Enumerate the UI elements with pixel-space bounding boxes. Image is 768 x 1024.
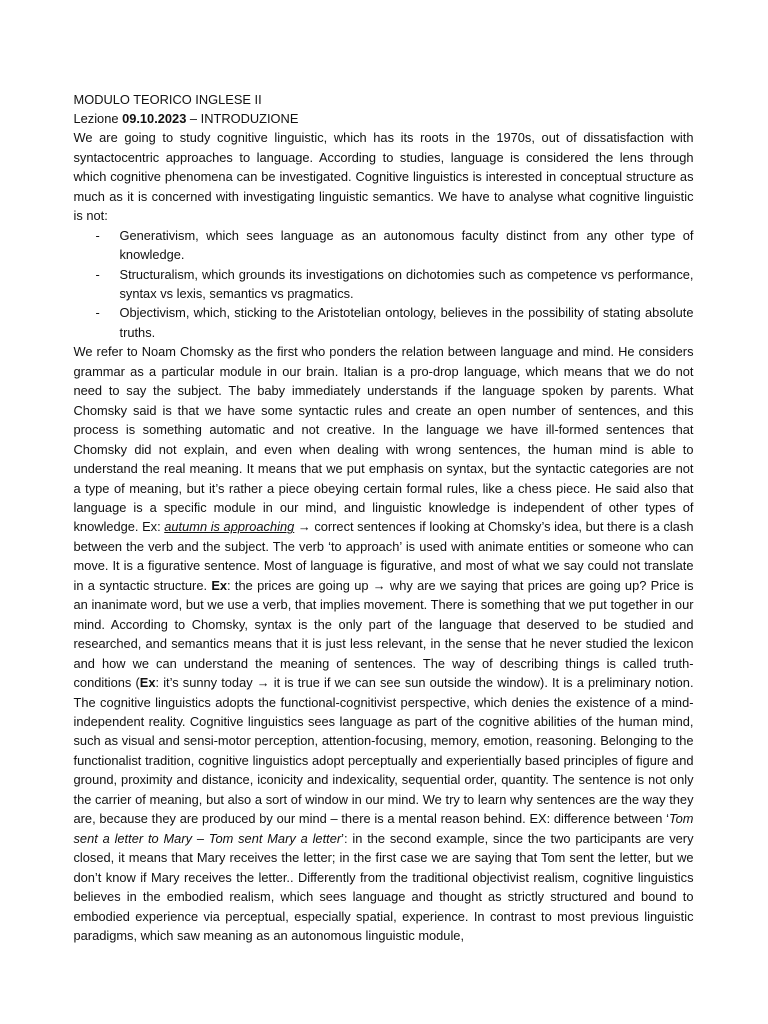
chomsky-text: We refer to Noam Chomsky as the first who ponders the relation between language and mind. He considers grammar as a particular module in our brain. Italian is a pro-drop language, which means that we do not need to say the subject. The baby immediately understands if the language spoken by parents. What Chomsky said is that we have some syntactic rules and create an open number of sentences, and this process is something automatic and not creative. In the language we have ill-formed sentences that Chomsky did not explain, and even when dealing with wrong sentences, the human mind is able to understand the real meaning. It means that we put emphasis on syntax, but the syntactic categories are not a type of meaning, but it’s rather a piece obeying certain formal rules, like a chess piece. He said also that language is a specific module in our mind, and linguistic knowledge is independent of other types of knowledge.: [73, 344, 694, 535]
dash-marker: -: [95, 266, 100, 282]
arrow-icon: →: [372, 577, 386, 593]
not-cognitive-list: [74, 226, 694, 343]
dash-marker: -: [95, 305, 100, 321]
list-item-text: Objectivism, which, sticking to the Aristotelian ontology, believes in the possibility of stating absolute truths.: [119, 305, 694, 340]
list-item: [74, 303, 694, 342]
example-autumn: autumn is approaching: [164, 519, 295, 535]
list-item-text: Structuralism, which grounds its investigations on dichotomies such as competence vs performance, syntax vs lexis, semantics vs pragmatics.: [119, 266, 694, 302]
lesson-line: [74, 109, 694, 128]
dash-marker: -: [95, 227, 100, 243]
module-title: MODULO TEORICO INGLESE II: [73, 91, 262, 107]
example-tom-mary: Tom sent a letter to Mary – Tom sent Mary a letter: [73, 811, 694, 846]
example-label: Ex:: [142, 519, 161, 535]
list-item: [74, 265, 694, 304]
cognitive-text: it is true if we can see sun outside the window). It is a preliminary notion. The cognitive linguistics adopts the functional-cognitivist perspective, which denies the existence of a mind-independent reality. Cognitive linguistics sees language as part of the cognitive abilities of the human mind, such as visual and sensi-motor perception, attention-focusing, memory, emotion, reasoning. Belonging to the functionalist tradition, cognitive linguistics adopt perceptually and experientially based principles of figure and ground, proximity and distance, iconicity and indexicality, sequential order, quantity. The sentence is not only the carrier of meaning, but also a sort of window in our mind. We try to learn why sentences are the way they are, because they are produced by our mind – there is a mental reason behind. EX: difference between ‘: [73, 675, 694, 827]
main-paragraph: [74, 342, 694, 945]
example-label: Ex: [211, 577, 228, 593]
document-content: [74, 90, 694, 946]
list-item: [74, 226, 694, 265]
syntax-text: why are we saying that prices are going up? Price is an inanimate word, but we use a verb, that implies movement. There is something that we put together in our mind. According to Chomsky, syntax is the only part of the language that deserved to be studied and researched, and semantics means that it is just less relevant, in the sense that he never studied the lexicon and how we can understand the meaning of sentences. The way of describing things is called truth-conditions (: [73, 577, 694, 691]
arrow-icon: →: [297, 519, 311, 535]
figurative-text: correct sentences if looking at Chomsky’s idea, but there is a clash between the verb and the subject. The verb ‘to approach’ is used with animate entities or someone who can move. It is a figurative sentence. Most of language is figurative, and most of what we say could not translate in a syntactic structure.: [73, 519, 694, 593]
intro-paragraph: We are going to study cognitive linguistic, which has its roots in the 1970s, out of dissatisfaction with syntactocentric approaches to language. According to studies, language is considered the lens through which cognitive phenomena can be investigated. Cognitive linguistics is interested in conceptual structure as much as it is concerned with investigating linguistic semantics. We have to analyse what cognitive linguistic is not:: [73, 130, 694, 224]
sunny-example: : it’s sunny today: [155, 675, 257, 691]
lesson-date: 09.10.2023: [122, 110, 187, 126]
embodied-text: ’: in the second example, since the two participants are very closed, it means that Mary receives the letter; in the first case we are saying that Tom sent the letter, but we don’t know if Mary receives the letter.. Differently from the traditional objectivist realism, cognitive linguistics believes in the embodied realism, which sees language and thought as strictly structured and bound to embodied experience via perceptual, especially spatial, experience. In contrast to most previous linguistic paradigms, which saw meaning as an autonomous linguistic module,: [73, 830, 694, 943]
list-item-text: Generativism, which sees language as an autonomous faculty distinct from any other type of knowledge.: [119, 227, 694, 263]
example-label: Ex: [139, 675, 156, 691]
lesson-label: Lezione: [73, 110, 123, 126]
lesson-topic: – INTRODUZIONE: [186, 110, 299, 126]
arrow-icon: →: [256, 675, 270, 691]
prices-example: : the prices are going up: [227, 577, 373, 593]
